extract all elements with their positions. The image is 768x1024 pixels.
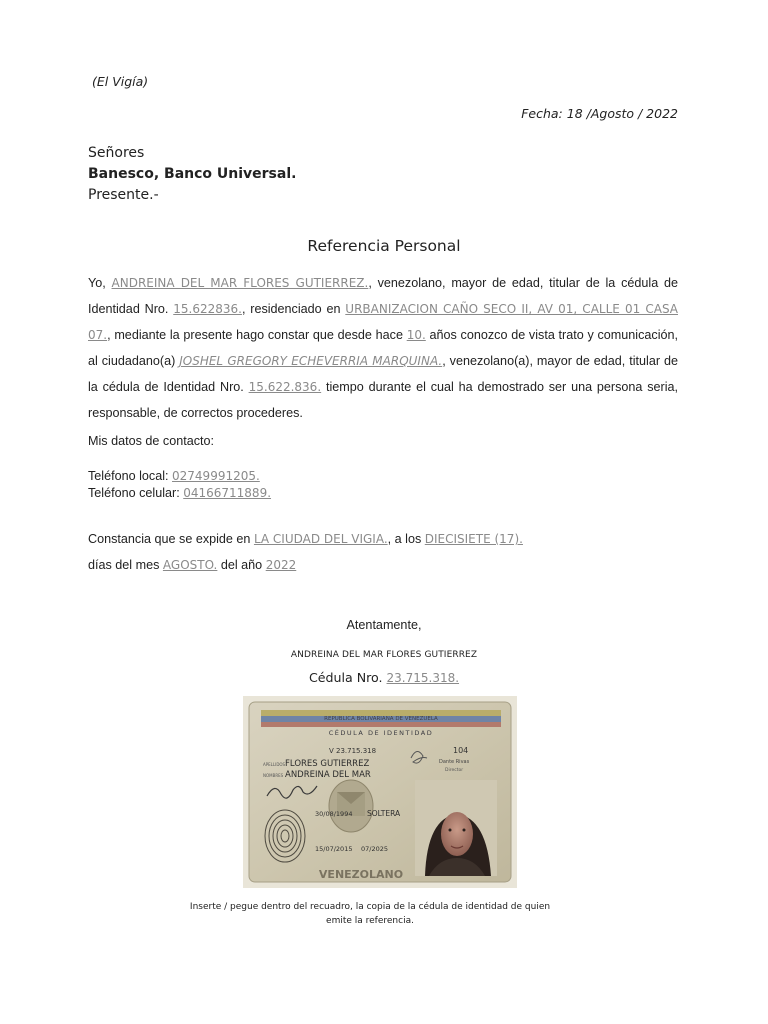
addressee: Banesco, Banco Universal. bbox=[88, 166, 297, 182]
body-text: , mediante la presente hago constar que desde hace bbox=[107, 328, 407, 342]
salutation-line: Señores bbox=[88, 145, 145, 161]
body-paragraph bbox=[88, 270, 678, 426]
director-label: Director bbox=[445, 768, 464, 773]
instruction-note: Inserte / pegue dentro del recuadro, la copia de la cédula de identidad de quien emite la referencia. bbox=[189, 902, 551, 926]
body-text: años conozco de vista trato y comunicación, al ciudadano(a) bbox=[88, 328, 678, 368]
body-text: tiempo durante el cual ha demostrado ser una persona seria, responsable, de correctos procederes. bbox=[88, 380, 679, 420]
given-names-label: NOMBRES bbox=[263, 773, 284, 778]
surname-label: APELLIDOS bbox=[263, 762, 286, 767]
flag-red-band bbox=[261, 722, 501, 727]
cedula-value: 23.715.318. bbox=[386, 671, 460, 685]
address-field: URBANIZACION CAÑO SECO II, AV 01, CALLE 01 CASA 07. bbox=[88, 302, 678, 342]
salutation bbox=[88, 143, 296, 206]
cell-phone-line bbox=[88, 485, 271, 502]
constancia-paragraph bbox=[88, 526, 523, 578]
body-text: , venezolano, mayor de edad, titular de la cédula de Identidad Nro. bbox=[88, 276, 678, 316]
day-field: DIECISIETE (17). bbox=[424, 532, 523, 546]
holder-photo bbox=[415, 780, 497, 876]
cedula-label: Cédula Nro. bbox=[308, 670, 387, 685]
card-code: 104 bbox=[453, 746, 469, 755]
card-number: V 23.715.318 bbox=[329, 747, 377, 755]
city-field: LA CIUDAD DEL VIGIA. bbox=[253, 532, 388, 546]
referred-name-field: JOSHEL GREGORY ECHEVERRIA MARQUINA. bbox=[179, 354, 443, 368]
body-text: , venezolano(a), mayor de edad, titular de la cédula de Identidad Nro. bbox=[88, 354, 678, 394]
constancia-line-2 bbox=[88, 552, 523, 578]
card-issue-date: 15/07/2015 bbox=[315, 845, 353, 853]
city-line: (El Vigía) bbox=[92, 74, 149, 89]
date-line: Fecha: 18 /Agosto / 2022 bbox=[521, 106, 678, 121]
local-phone-label: Teléfono local: bbox=[88, 469, 173, 483]
body-text: Yo, bbox=[88, 276, 112, 290]
constancia-text: días del mes bbox=[88, 558, 163, 572]
issuer-name-field: ANDREINA DEL MAR FLORES GUTIERREZ. bbox=[111, 276, 369, 290]
constancia-text: Constancia que se expide en bbox=[88, 532, 254, 546]
director-name: Dante Rivas bbox=[439, 759, 470, 765]
constancia-text: , a los bbox=[387, 532, 425, 546]
card-nationality: VENEZOLANO bbox=[318, 868, 404, 881]
card-birth-date: 30/08/1994 bbox=[315, 810, 353, 818]
card-surname: FLORES GUTIERREZ bbox=[285, 759, 370, 769]
closing-text: Atentamente, bbox=[346, 618, 422, 632]
signer-name: ANDREINA DEL MAR FLORES GUTIERREZ bbox=[290, 650, 478, 660]
years-field: 10. bbox=[406, 328, 426, 342]
contact-phones bbox=[88, 468, 271, 502]
coat-of-arms-icon bbox=[329, 780, 373, 832]
id-card-image bbox=[243, 696, 517, 888]
local-phone-line bbox=[88, 468, 271, 485]
month-field: AGOSTO. bbox=[162, 558, 218, 572]
constancia-line-1 bbox=[88, 526, 523, 552]
cell-phone-label: Teléfono celular: bbox=[88, 486, 184, 500]
card-title: CÉDULA DE IDENTIDAD bbox=[328, 729, 434, 737]
signer-cedula bbox=[0, 670, 768, 685]
local-phone-value: 02749991205. bbox=[172, 469, 260, 483]
salutation-close: Presente.- bbox=[88, 187, 159, 203]
issuer-id-field: 15.622836. bbox=[173, 302, 242, 316]
contact-header: Mis datos de contacto: bbox=[88, 434, 215, 448]
constancia-text: del año bbox=[217, 558, 266, 572]
referred-id-field: 15.622.836. bbox=[248, 380, 322, 394]
cell-phone-value: 04166711889. bbox=[183, 486, 272, 500]
card-header-text: REPUBLICA BOLIVARIANA DE VENEZUELA bbox=[324, 716, 438, 722]
card-expiry-date: 07/2025 bbox=[361, 845, 389, 853]
body-text: , residenciado en bbox=[241, 302, 346, 316]
card-marital-status: SOLTERA bbox=[367, 809, 401, 818]
document-title: Referencia Personal bbox=[307, 237, 461, 255]
year-field: 2022 bbox=[265, 558, 297, 572]
card-given-names: ANDREINA DEL MAR bbox=[285, 770, 371, 780]
